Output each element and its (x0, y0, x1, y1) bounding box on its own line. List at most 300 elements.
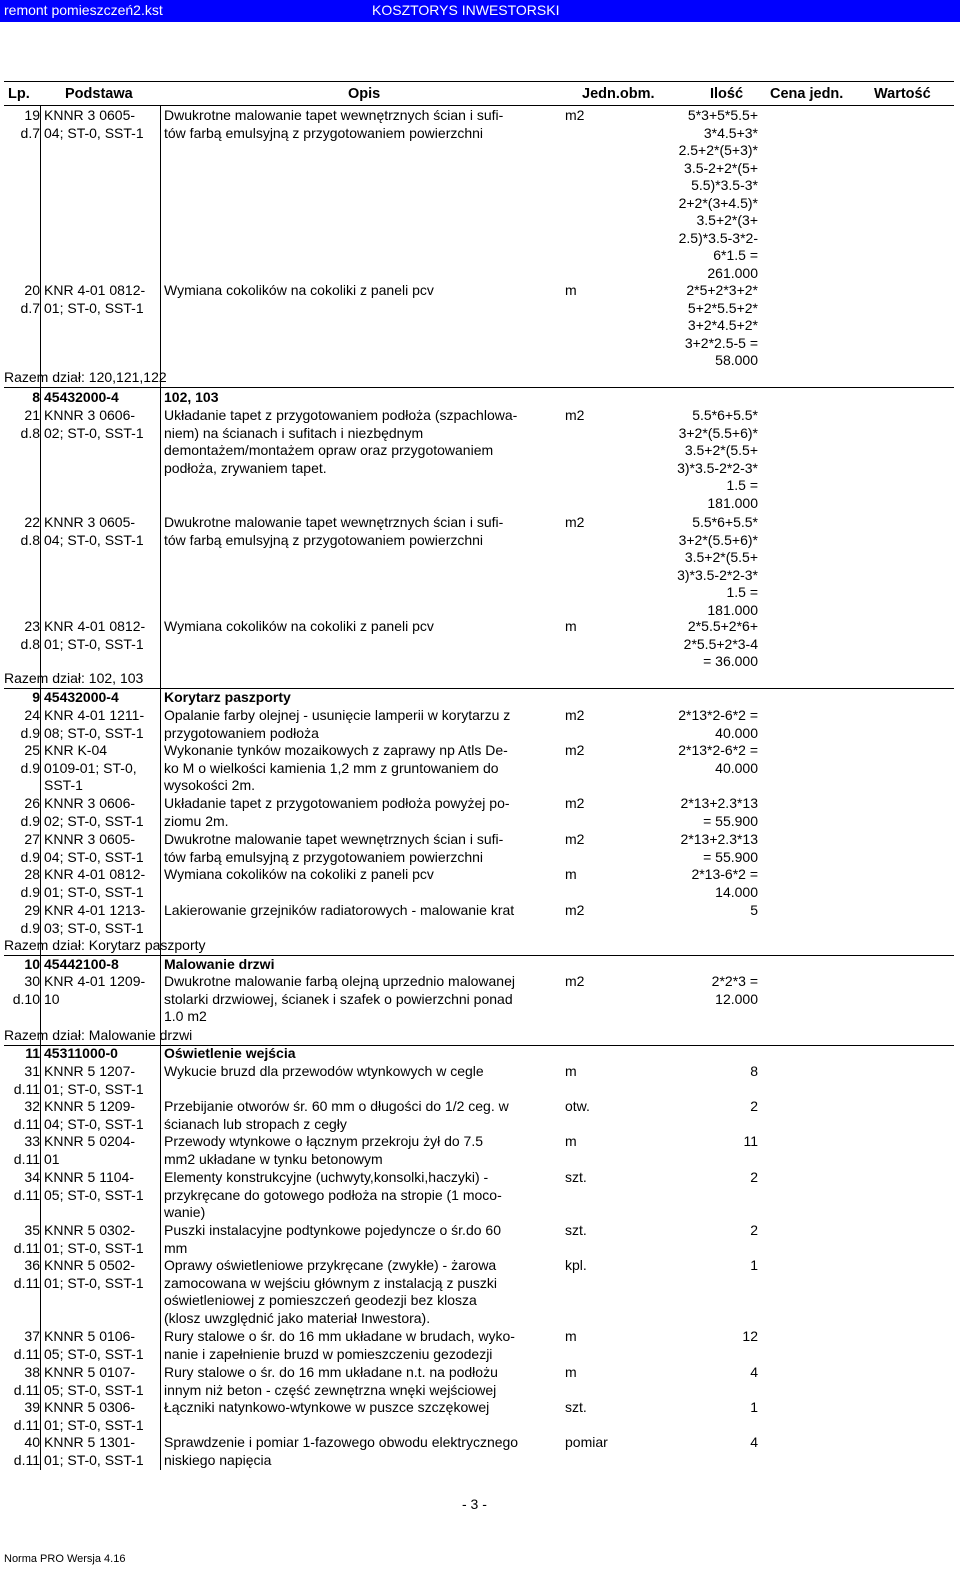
cell-ilosc-line: 3.5-2+2*(5+ (684, 159, 758, 176)
cell-jedn: kpl. (565, 1257, 587, 1273)
cell-opis-line: Dwukrotne malowanie farbą olejną uprzednio malowanej (164, 973, 515, 989)
cell-opis-line: podłoża, zrywaniem tapet. (164, 459, 327, 476)
cell-lp-line: d.7 (20, 124, 40, 141)
cell-opis (164, 107, 560, 142)
cell-opis-line: 1.0 m2 (164, 1008, 207, 1024)
cell-opis-line: demontażem/montażem opraw oraz przygotowaniem (164, 442, 494, 458)
cell-jedn: m2 (565, 795, 585, 811)
cell-jedn: m (565, 282, 577, 298)
cell-lp (4, 742, 40, 777)
cell-lp-line: 28 (24, 866, 40, 882)
cell-podstawa (44, 1399, 162, 1434)
cell-opis (164, 1169, 560, 1222)
cell-podstawa-line: KNNR 3 0605- (44, 831, 136, 847)
footer-version: Norma PRO Wersja 4.16 (4, 1553, 126, 1565)
cell-ilosc-line: 2*5.5+2*3-4 (683, 635, 758, 652)
table-header (4, 81, 954, 106)
cell-podstawa (44, 407, 162, 442)
cell-ilosc-line: 1.5 = (726, 584, 758, 600)
section-summary: Razem dział: 120,121,122 (4, 369, 167, 385)
cell-jedn: m2 (565, 707, 585, 723)
cell-lp-line: 21 (24, 407, 40, 423)
cell-opis-line: stolarki drzwiowej, ścianek i szafek o powierzchni ponad (164, 990, 513, 1007)
cell-lp-line: 32 (24, 1098, 40, 1114)
cell-ilosc-line: 11 (743, 1133, 758, 1149)
cell-ilosc-line: 1.5 = (726, 477, 758, 493)
cell-lp (4, 1257, 40, 1292)
cell-podstawa-line: KNNR 5 1104- (44, 1169, 135, 1185)
file-name: remont pomieszczeń2.kst (4, 2, 163, 18)
cell-jedn: m2 (565, 742, 585, 758)
cell-lp-line: 35 (24, 1222, 40, 1238)
cell-lp-line: 39 (24, 1399, 40, 1415)
cell-ilosc (640, 1063, 758, 1081)
cell-lp-line: d.9 (20, 812, 40, 829)
cell-podstawa-line: 08; ST-0, SST-1 (44, 724, 144, 741)
cell-lp-line: d.11 (13, 1416, 40, 1433)
cell-opis (164, 514, 560, 549)
cell-ilosc-line: 2 (750, 1098, 758, 1114)
cell-podstawa-line: KNNR 3 0605- (44, 107, 136, 123)
cell-lp-line: d.9 (20, 759, 40, 776)
cell-opis-line: przygotowaniem podłoża (164, 724, 319, 741)
cell-lp-line: d.11 (13, 1080, 40, 1097)
cell-ilosc (640, 742, 758, 777)
cell-ilosc-line: 40.000 (715, 759, 758, 776)
cell-lp-line: 38 (24, 1364, 40, 1380)
cell-lp-line: d.11 (13, 1239, 40, 1256)
cell-podstawa (44, 973, 162, 1008)
cell-podstawa-line: 05; ST-0, SST-1 (44, 1186, 144, 1203)
cell-lp-line: 29 (24, 902, 40, 918)
cell-podstawa-line: 02; ST-0, SST-1 (44, 424, 144, 441)
cell-ilosc-line: 2.5)*3.5-3*2- (678, 229, 758, 246)
cell-lp-line: d.11 (13, 1451, 40, 1468)
section-summary: Razem dział: Korytarz paszporty (4, 937, 206, 953)
cell-podstawa (44, 1133, 162, 1168)
cell-podstawa (44, 866, 162, 901)
cell-podstawa-line: KNNR 5 1301- (44, 1434, 136, 1450)
cell-ilosc-line: 5.5)*3.5-3* (691, 177, 758, 193)
cell-lp (4, 866, 40, 901)
cell-lp-line: 31 (24, 1063, 40, 1079)
cell-opis (164, 902, 560, 920)
cell-ilosc-line: 3)*3.5-2*2-3* (677, 459, 758, 476)
cell-opis-line: przykręcane do gotowego podłoża na stropie (1 moco- (164, 1186, 502, 1203)
row-divider (4, 1045, 954, 1046)
cell-opis (164, 407, 560, 477)
cell-ilosc-line: 2*13*2-6*2 = (678, 742, 758, 758)
cell-opis-line: Oprawy oświetleniowe przykręcane (zwykłe) - żarowa (164, 1257, 497, 1273)
cell-jedn: m2 (565, 514, 585, 530)
cell-ilosc-line: 4 (750, 1364, 758, 1380)
document-title: KOSZTORYS INWESTORSKI (372, 2, 560, 18)
cell-ilosc-line: = 55.900 (703, 848, 758, 865)
cell-ilosc (640, 514, 758, 619)
cell-jedn: m (565, 1063, 577, 1079)
cell-lp-line: d.11 (13, 1274, 40, 1291)
cell-ilosc-line: 5.5*6+5.5* (692, 514, 758, 530)
cell-podstawa (44, 1328, 162, 1363)
cell-ilosc-line: 2 (750, 1222, 758, 1238)
col-jedn: Jedn.obm. (582, 86, 655, 102)
title-bar (0, 0, 960, 22)
cell-podstawa (44, 1098, 162, 1133)
cell-ilosc-line: 12 (742, 1328, 758, 1344)
cell-opis-line: wanie) (164, 1204, 206, 1220)
cell-opis-line: oświetleniowej z pomieszczeń geodezji bez klosza (164, 1292, 477, 1308)
cell-podstawa-line: 04; ST-0, SST-1 (44, 124, 144, 141)
cell-podstawa (44, 795, 162, 830)
cell-lp-line: 20 (24, 282, 40, 298)
cell-opis-line: Elementy konstrukcyjne (uchwyty,konsolki,haczyki) - (164, 1169, 489, 1185)
cell-podstawa-line: KNR 4-01 0812- (44, 866, 146, 882)
cell-podstawa-line: 01 (44, 1150, 60, 1167)
cell-ilosc (640, 795, 758, 830)
cell-jedn: m2 (565, 902, 585, 918)
cell-ilosc-line: 3+2*(5.5+6)* (678, 531, 758, 548)
cell-ilosc-line: 2*13+2.3*13 (680, 831, 758, 847)
cell-ilosc-line: 2+2*(3+4.5)* (678, 194, 758, 211)
cell-podstawa-line: 01; ST-0, SST-1 (44, 1274, 144, 1291)
cell-opis (164, 831, 560, 866)
cell-jedn: m (565, 1133, 577, 1149)
cell-opis (164, 973, 560, 1026)
cell-ilosc-line: 3*4.5+3* (703, 124, 758, 141)
cell-podstawa-line: 01; ST-0, SST-1 (44, 1416, 144, 1433)
cell-ilosc-line: 2*13*2-6*2 = (678, 707, 758, 723)
cell-lp-line: d.9 (20, 919, 40, 936)
cell-podstawa-line: KNR 4-01 0812- (44, 282, 146, 298)
cell-ilosc-line: 3.5+2*(5.5+ (684, 442, 758, 458)
cell-opis (164, 742, 560, 795)
cell-ilosc-line: 261.000 (707, 264, 758, 281)
cell-jedn: m2 (565, 831, 585, 847)
cell-ilosc (640, 1133, 758, 1151)
column-divider (40, 106, 41, 1470)
cell-lp-line: 36 (24, 1257, 40, 1273)
cell-ilosc (640, 707, 758, 742)
cell-jedn: m (565, 1364, 577, 1380)
cell-opis-line: Wykonanie tynków mozaikowych z zaprawy np Atls De- (164, 742, 508, 758)
cell-lp-line: 25 (24, 742, 40, 758)
cell-lp-line: d.8 (20, 424, 40, 441)
cell-podstawa-line: 0109-01; ST-0, (44, 759, 137, 776)
cell-opis-line: ziomu 2m. (164, 812, 229, 829)
cell-opis-line: wysokości 2m. (164, 777, 256, 793)
cell-opis-line: Lakierowanie grzejników radiatorowych - malowanie krat (164, 902, 515, 918)
cell-opis-line: Dwukrotne malowanie tapet wewnętrznych ścian i sufi- (164, 514, 504, 530)
cell-ilosc-line: 5 (750, 902, 758, 918)
cell-opis-line: Układanie tapet z przygotowaniem podłoża powyżej po- (164, 795, 510, 811)
cell-ilosc-line: 3+2*4.5+2* (687, 317, 758, 333)
cell-podstawa (44, 1434, 162, 1469)
cell-podstawa-line: 01; ST-0, SST-1 (44, 1080, 144, 1097)
cell-lp (4, 514, 40, 549)
cell-podstawa (44, 707, 162, 742)
cell-podstawa (44, 1257, 162, 1292)
cell-lp (4, 1063, 40, 1098)
cell-ilosc (640, 1434, 758, 1452)
cell-lp (4, 1222, 40, 1257)
cell-jedn: m (565, 1328, 577, 1344)
cell-lp (4, 795, 40, 830)
cell-jedn: m2 (565, 407, 585, 423)
cell-ilosc-line: 2*13-6*2 = (691, 866, 758, 882)
cell-opis (164, 282, 560, 300)
cell-opis (164, 618, 560, 636)
cell-ilosc-line: 5.5*6+5.5* (692, 407, 758, 423)
cell-opis-line: Łączniki natynkowo-wtynkowe w puszce szczękowej (164, 1399, 490, 1415)
cell-ilosc (640, 1222, 758, 1240)
cell-opis (164, 1257, 560, 1327)
cell-podstawa-line: KNR K-04 (44, 742, 108, 758)
cell-ilosc-line: 3.5+2*(5.5+ (684, 549, 758, 565)
cell-ilosc (640, 407, 758, 512)
cell-lp-line: 24 (24, 707, 40, 723)
cell-podstawa (44, 1222, 162, 1257)
cell-opis (164, 1399, 560, 1417)
cell-opis-line: Wykucie bruzd dla przewodów wtynkowych w cegle (164, 1063, 484, 1079)
cell-podstawa-line: KNNR 5 0302- (44, 1222, 136, 1238)
cell-jedn: pomiar (565, 1434, 608, 1450)
cell-ilosc (640, 618, 758, 671)
cell-lp (4, 973, 40, 1008)
cell-lp (4, 1399, 40, 1434)
cell-opis-line: mm2 układane w tynku betonowym (164, 1150, 383, 1167)
col-lp: Lp. (8, 86, 30, 102)
cell-podstawa-line: KNNR 3 0605- (44, 514, 136, 530)
cell-opis (164, 866, 560, 884)
cell-opis-line: tów farbą emulsyjną z przygotowaniem powierzchni (164, 124, 484, 141)
cell-podstawa-line: 03; ST-0, SST-1 (44, 919, 144, 936)
cell-ilosc (640, 866, 758, 901)
cell-opis (164, 1098, 560, 1133)
cell-opis-line: niem) na ścianach i sufitach i niezbędnym (164, 424, 424, 441)
cell-lp-line: 33 (24, 1133, 40, 1149)
cell-lp (4, 902, 40, 937)
cell-opis-line: Dwukrotne malowanie tapet wewnętrznych ścian i sufi- (164, 107, 504, 123)
cell-lp (4, 407, 40, 442)
cell-jedn: m (565, 618, 577, 634)
cell-podstawa-line: KNR 4-01 1211- (44, 707, 145, 723)
cell-podstawa (44, 514, 162, 549)
cell-ilosc (640, 902, 758, 920)
cell-ilosc (640, 1169, 758, 1187)
cell-podstawa (44, 618, 162, 653)
cell-opis-line: Rury stalowe o śr. do 16 mm układane w brudach, wyko- (164, 1328, 515, 1344)
cell-lp-line: d.11 (13, 1381, 40, 1398)
section-summary: Razem dział: 102, 103 (4, 670, 144, 686)
cell-podstawa-line: 01; ST-0, SST-1 (44, 1239, 144, 1256)
cell-opis-line: zamocowana w wejściu głównym z instalacją z puszki (164, 1274, 498, 1291)
col-wartosc: Wartość (874, 86, 931, 102)
cell-lp-line: 26 (24, 795, 40, 811)
cell-podstawa (44, 742, 162, 795)
cell-podstawa (44, 831, 162, 866)
cell-ilosc (640, 282, 758, 370)
cell-lp-line: 37 (24, 1328, 40, 1344)
col-opis: Opis (348, 86, 381, 102)
cell-jedn: m2 (565, 107, 585, 123)
cell-opis-line: mm (164, 1239, 188, 1256)
cell-ilosc-line: 3+2*(5.5+6)* (678, 424, 758, 441)
cell-ilosc-line: 3)*3.5-2*2-3* (677, 566, 758, 583)
cell-podstawa (44, 902, 162, 937)
cell-lp (4, 1169, 40, 1204)
cell-opis (164, 1364, 560, 1399)
cell-podstawa-line: 04; ST-0, SST-1 (44, 531, 144, 548)
cell-podstawa-line: 01; ST-0, SST-1 (44, 883, 144, 900)
cell-ilosc-line: 181.000 (707, 494, 758, 511)
cell-opis-line: Przewody wtynkowe o łącznym przekroju żył do 7.5 (164, 1133, 484, 1149)
cell-ilosc-line: 14.000 (715, 883, 758, 900)
cell-opis-line: Wymiana cokolików na cokoliki z paneli pcv (164, 618, 434, 634)
cell-lp-line: d.7 (20, 299, 40, 316)
cell-lp (4, 1133, 40, 1168)
cell-ilosc-line: 2 (750, 1169, 758, 1185)
cell-ilosc-line: 3+2*2.5-5 = (684, 334, 758, 351)
cell-podstawa-line: KNNR 3 0606- (44, 795, 136, 811)
cell-opis (164, 795, 560, 830)
cell-podstawa-line: KNNR 5 0107- (44, 1364, 136, 1380)
cell-lp-line: d.10 (12, 990, 40, 1007)
cell-lp-line: d.8 (20, 635, 40, 652)
cell-podstawa (44, 282, 162, 317)
cell-ilosc-line: = 36.000 (703, 653, 758, 669)
cell-opis-line: Wymiana cokolików na cokoliki z paneli pcv (164, 866, 434, 882)
cell-podstawa-line: KNNR 5 0204- (44, 1133, 136, 1149)
cell-podstawa-line: 10 (44, 990, 60, 1007)
cell-lp (4, 618, 40, 653)
cell-ilosc-line: 3.5+2*(3+ (696, 212, 758, 228)
cell-ilosc-line: 4 (750, 1434, 758, 1450)
cell-podstawa (44, 107, 162, 142)
row-divider (4, 955, 954, 956)
cell-jedn: otw. (565, 1098, 590, 1114)
cell-podstawa (44, 1364, 162, 1399)
cell-ilosc-line: 58.000 (715, 352, 758, 368)
cell-opis (164, 1222, 560, 1257)
cell-ilosc-line: 1 (750, 1399, 758, 1415)
cell-ilosc-line: 5*3+5*5.5+ (687, 107, 758, 123)
cell-podstawa-line: KNNR 5 1207- (44, 1063, 136, 1079)
cell-opis-line: ścianach lub stropach z cegły (164, 1115, 347, 1132)
cell-opis-line: Układanie tapet z przygotowaniem podłoża (szpachlowa- (164, 407, 518, 423)
cell-podstawa-line: KNR 4-01 1213- (44, 902, 146, 918)
cell-podstawa-line: KNR 4-01 0812- (44, 618, 146, 634)
cell-ilosc (640, 1364, 758, 1382)
cell-lp-line: 34 (24, 1169, 40, 1185)
cell-ilosc-line: 2.5+2*(5+3)* (678, 142, 758, 158)
cell-opis-line: Wymiana cokolików na cokoliki z paneli pcv (164, 282, 434, 298)
cell-jedn: m (565, 866, 577, 882)
cell-podstawa-line: KNNR 5 0306- (44, 1399, 136, 1415)
cell-opis-line: niskiego napięcia (164, 1451, 272, 1468)
cell-lp-line: 27 (24, 831, 40, 847)
cell-lp-line: 23 (24, 618, 40, 634)
section-summary: Razem dział: Malowanie drzwi (4, 1027, 193, 1043)
cell-lp-line: d.9 (20, 724, 40, 741)
cell-ilosc-line: 40.000 (715, 724, 758, 741)
cell-lp-line: d.11 (13, 1345, 40, 1362)
cell-ilosc-line: 6*1.5 = (713, 247, 758, 263)
cell-opis-line: nanie i zapełnienie bruzd w pomieszczeniu gezodezji (164, 1345, 493, 1362)
cell-ilosc-line: 2*5.5+2*6+ (687, 618, 758, 634)
cell-jedn: m2 (565, 973, 585, 989)
cell-ilosc (640, 1399, 758, 1417)
cell-ilosc (640, 831, 758, 866)
cell-opis (164, 1133, 560, 1168)
cell-opis (164, 707, 560, 742)
cell-lp (4, 1364, 40, 1399)
col-ilosc: Ilość (710, 86, 744, 102)
cell-lp (4, 1098, 40, 1133)
cell-lp-line: 40 (24, 1434, 40, 1450)
cell-ilosc-line: = 55.900 (703, 812, 758, 829)
cell-ilosc (640, 973, 758, 1008)
cell-lp-line: d.11 (13, 1186, 40, 1203)
cell-lp (4, 1434, 40, 1469)
cell-opis-line: Przebijanie otworów śr. 60 mm o długości do 1/2 ceg. w (164, 1098, 509, 1114)
cell-ilosc (640, 1098, 758, 1116)
cell-ilosc (640, 1328, 758, 1346)
cell-podstawa-line: 02; ST-0, SST-1 (44, 812, 144, 829)
cell-lp-line: d.8 (20, 531, 40, 548)
cell-opis-line: Dwukrotne malowanie tapet wewnętrznych ścian i sufi- (164, 831, 504, 847)
cell-ilosc-line: 8 (750, 1063, 758, 1079)
cell-podstawa-line: KNNR 5 1209- (44, 1098, 136, 1114)
cell-lp (4, 107, 40, 142)
cell-opis (164, 1328, 560, 1363)
cell-lp-line: d.11 (13, 1150, 40, 1167)
cell-lp-line: d.9 (20, 848, 40, 865)
cell-podstawa-line: 04; ST-0, SST-1 (44, 848, 144, 865)
cell-opis-line: Rury stalowe o śr. do 16 mm układane n.t. na podłożu (164, 1364, 498, 1380)
cell-opis-line: Sprawdzenie i pomiar 1-fazowego obwodu elektrycznego (164, 1434, 519, 1450)
cell-lp-line: 19 (24, 107, 40, 123)
cell-lp-line: 22 (24, 514, 40, 530)
cell-opis-line: tów farbą emulsyjną z przygotowaniem powierzchni (164, 531, 484, 548)
cell-ilosc-line: 1 (750, 1257, 758, 1273)
cell-opis-line: Puszki instalacyjne podtynkowe pojedyncze o śr.do 60 (164, 1222, 501, 1238)
cell-lp (4, 707, 40, 742)
cell-lp-line: d.9 (20, 883, 40, 900)
cell-jedn: szt. (565, 1169, 587, 1185)
cell-podstawa-line: SST-1 (44, 777, 83, 793)
cell-opis-line: Opalanie farby olejnej - usunięcie lamperii w korytarzu z (164, 707, 511, 723)
cell-lp (4, 1328, 40, 1363)
cell-podstawa-line: KNNR 5 0502- (44, 1257, 136, 1273)
cell-podstawa-line: 01; ST-0, SST-1 (44, 635, 144, 652)
cell-ilosc-line: 12.000 (715, 990, 758, 1007)
cell-opis-line: (klosz uwzględnić jako materiał Inwestora). (164, 1309, 431, 1326)
col-podstawa: Podstawa (65, 86, 133, 102)
col-cena: Cena jedn. (770, 86, 844, 102)
cell-ilosc-line: 2*13+2.3*13 (680, 795, 758, 811)
page-number: - 3 - (462, 1496, 487, 1512)
cell-podstawa-line: 05; ST-0, SST-1 (44, 1381, 144, 1398)
cell-podstawa-line: 01; ST-0, SST-1 (44, 1451, 144, 1468)
cell-ilosc-line: 5+2*5.5+2* (687, 299, 758, 316)
cell-podstawa-line: KNR 4-01 1209- (44, 973, 146, 989)
cell-opis-line: tów farbą emulsyjną z przygotowaniem powierzchni (164, 848, 484, 865)
cell-podstawa (44, 1063, 162, 1098)
row-divider (4, 688, 954, 689)
cell-lp (4, 831, 40, 866)
cell-podstawa-line: KNNR 5 0106- (44, 1328, 136, 1344)
cell-ilosc (640, 107, 758, 282)
